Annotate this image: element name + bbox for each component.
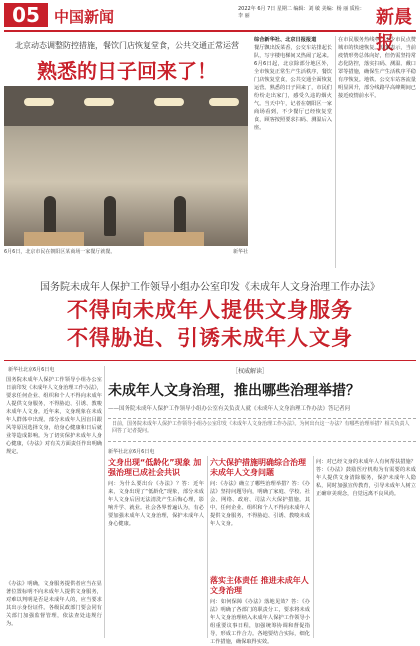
feature-column-head: 综合新华社、北京日报报道 xyxy=(254,37,317,43)
feature-header xyxy=(4,36,250,88)
photo-person xyxy=(104,196,116,236)
column-divider xyxy=(104,366,105,638)
newspaper-logo: 新晨报 xyxy=(376,7,412,54)
secondary-column-c xyxy=(210,598,310,645)
secondary-column-b xyxy=(210,480,310,572)
feature-column-text: 在市民服务热线中，不少市民点赞城市的快速恢复。专家表示，当前疫情形势总体向好，但仍需坚持常态化防控，落实扫码、测温、戴口罩等措施，确保生产生活秩序平稳有序恢复。地铁、公交车站客流量明显回升，部分线路早高峰期间已接近疫情前水平。 xyxy=(338,37,416,99)
photo-person xyxy=(174,196,186,236)
column-divider xyxy=(335,36,336,268)
secondary-paragraph: 问：如何保障《办法》落地见效？答：《办法》明确了各部门的职责分工，要求将未成年人文身治理纳入未成年人保护工作领导小组重要议事日程，加强统筹协调和督促指导，形成工作合力。各地要结合实际，细化工作措施，确保取得实效。 xyxy=(210,599,310,645)
photo-ceiling xyxy=(4,86,248,126)
header-rule xyxy=(4,30,416,32)
subhead-2: 六大保护措施明确综合治理未成年人文身问题 xyxy=(210,458,306,477)
main-story-title-line-1: 不得向未成年人提供文身服务 xyxy=(67,298,353,322)
page-number: 05 xyxy=(4,3,48,27)
photo-light xyxy=(84,98,114,106)
photo-light xyxy=(154,98,184,106)
feature-column-1 xyxy=(254,36,332,268)
section-name: 中国新闻 xyxy=(54,8,115,26)
secondary-title: 未成年人文身治理，推出哪些治理举措？ xyxy=(108,383,360,399)
caption-text: 6月6日，北京市民在朝阳区某商场一家餐厅就餐。 xyxy=(4,249,116,255)
photo-credit: 新华社 xyxy=(232,249,248,255)
subhead-3: 落实主体责任 推进未成年人文身治理 xyxy=(210,576,309,595)
feature-title: 熟悉的日子回来了！ xyxy=(37,59,217,83)
photo-table xyxy=(24,232,84,246)
main-story-kicker: 国务院未成年人保护工作领导小组办公室印发《未成年人文身治理工作办法》 xyxy=(40,282,380,293)
main-story-title-line-2: 不得胁迫、引诱未成年人文身 xyxy=(67,326,353,350)
photo-person xyxy=(44,196,56,236)
feature-subtitle: 北京动态调整防控措施，餐饮门店恢复堂食，公共交通正常运营 xyxy=(15,41,239,50)
band-rule xyxy=(4,360,416,361)
main-story-body xyxy=(6,376,102,576)
feature-photo xyxy=(4,86,248,246)
secondary-column-a xyxy=(108,480,204,638)
date-line: 2022年 6月 7日 星期二 编辑：刘 敏 美编：杨 丽 质检：李 丽 xyxy=(238,6,365,19)
feature-column-text: 餐厅飘出饭菜香，公交车站排起长队，写字楼电梯间又热闹了起来。6月6日起，北京除部分地区外，全市恢复正常生产生活秩序，餐饮门店恢复堂食，公共交通全面恢复运营。熟悉的日子回来了，市民们纷纷走出家门，感受久违的烟火气。当天中午，记者在朝阳区一家商场看到，不少餐厅已经恢复堂食，顾客按照要求扫码、测温后入座。 xyxy=(254,45,332,131)
column-divider xyxy=(207,456,208,638)
photo-light xyxy=(209,98,239,106)
secondary-abstract: 日前，国务院未成年人保护工作领导小组办公室印发《未成年人文身治理工作办法》。为何出台这一办法？有哪些治理举措？相关负责人回答了记者提问。 xyxy=(108,418,416,442)
photo-light xyxy=(24,98,54,106)
main-story-paragraph: 《办法》明确，文身服务提供者应当在显著位置标明不向未成年人提供文身服务，对难以判明是否是未成年人的，应当要求其出示身份证件。各级民政部门要会同有关部门加强监督管理，依法查处违规行为。 xyxy=(6,581,102,627)
secondary-paragraph: 问：为什么要出台《办法》？答：近年来，文身出现了“低龄化”现象，部分未成年人文身后因无法清洗产生后悔心理，影响升学、就业。社会各界普遍认为，有必要加强未成年人文身治理，保护未成年人身心健康。 xyxy=(108,481,204,527)
secondary-subtitle: ——国务院未成年人保护工作领导小组办公室有关负责人就《未成年人文身治理工作办法》答记者问 xyxy=(108,406,351,412)
feature-column-2 xyxy=(338,36,416,268)
column-divider xyxy=(313,456,314,638)
secondary-paragraph: 问：对已经文身的未成年人有何帮扶措施？答：《办法》鼓励医疗机构为有需要的未成年人提供文身清除服务，保护未成年人隐私，同时加强宣传教育，引导未成年人树立正确审美观念，自觉远离不良风尚。 xyxy=(316,459,416,497)
main-story-body-2 xyxy=(6,580,102,638)
photo-caption xyxy=(4,248,248,255)
secondary-paragraph: 问：《办法》确立了哪些治理举措？答：《办法》坚持问题导向，明确了家庭、学校、社会、网络、政府、司法六大保护措施。其中，任何企业、组织和个人不得向未成年人提供文身服务，不得胁迫、引诱、教唆未成年人文身。 xyxy=(210,481,310,527)
editor-tag: ［权威解读］ xyxy=(232,368,269,375)
subhead-1: 文身出现“低龄化”现象 加强治理已成社会共识 xyxy=(108,458,202,477)
main-story-paragraph: 国务院未成年人保护工作领导小组办公室日前印发《未成年人文身治理工作办法》，要求任何企业、组织和个人不得向未成年人提供文身服务，不得胁迫、引诱、教唆未成年人文身。近年来，文身现象在未成年人群体中出现。部分未成年人因盲目跟风等原因选择文身，给身心健康和日后就业等造成影响。为了切实保护未成年人身心健康，《办法》对有关方面责任作出明确规定。 xyxy=(6,377,102,455)
main-story-reporter: 新华社北京6月6日电 xyxy=(8,367,55,373)
secondary-reporter: 新华社北京6月6日电 xyxy=(108,449,155,455)
photo-table xyxy=(144,232,204,246)
secondary-column-d xyxy=(316,458,416,638)
